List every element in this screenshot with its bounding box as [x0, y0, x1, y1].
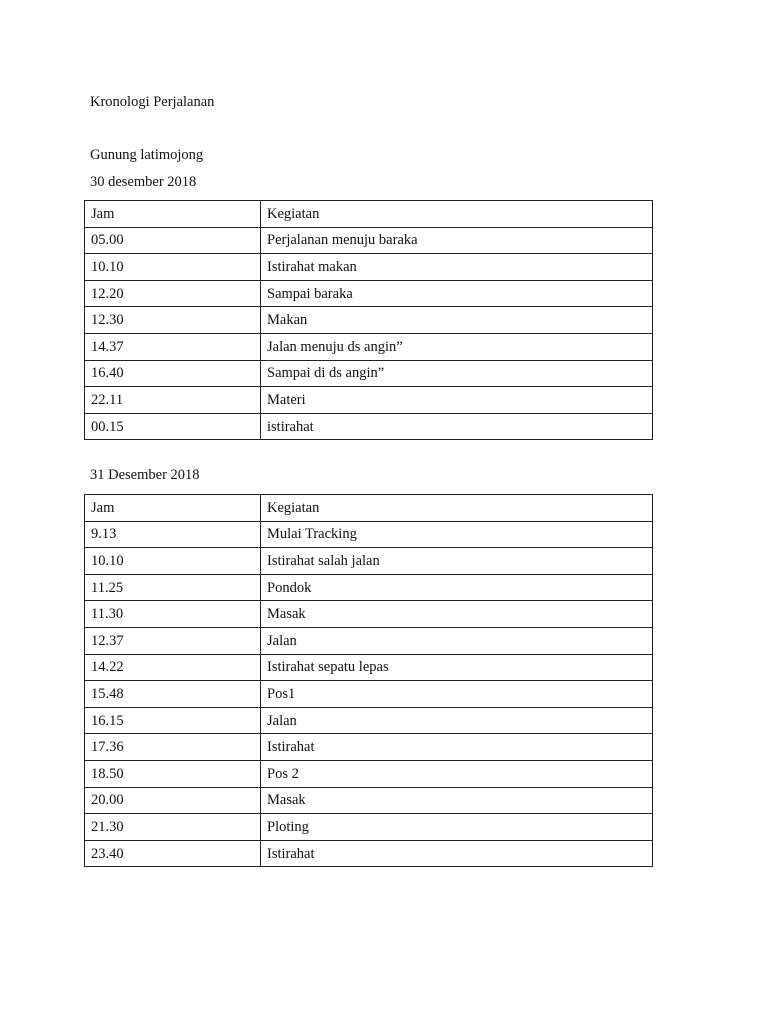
header-time: Jam — [85, 201, 261, 228]
time-cell: 21.30 — [85, 814, 261, 841]
document-title: Kronologi Perjalanan — [90, 94, 215, 110]
table-row — [85, 387, 653, 414]
time-cell: 14.37 — [85, 333, 261, 360]
activity-cell: Ploting — [261, 814, 653, 841]
table-row — [85, 360, 653, 387]
activity-cell: Pondok — [261, 574, 653, 601]
time-cell: 16.15 — [85, 707, 261, 734]
time-cell: 05.00 — [85, 227, 261, 254]
table-row — [85, 681, 653, 708]
header-activity: Kegiatan — [261, 201, 653, 228]
table-header-row — [85, 495, 653, 522]
activity-cell: Materi — [261, 387, 653, 414]
activity-cell: Masak — [261, 601, 653, 628]
time-cell: 22.11 — [85, 387, 261, 414]
table-row — [85, 601, 653, 628]
activity-cell: Istirahat makan — [261, 254, 653, 281]
activity-cell: Jalan — [261, 627, 653, 654]
table-row — [85, 280, 653, 307]
time-cell: 10.10 — [85, 254, 261, 281]
time-cell: 10.10 — [85, 548, 261, 575]
time-cell: 20.00 — [85, 787, 261, 814]
activity-cell: Istirahat — [261, 840, 653, 867]
time-cell: 12.20 — [85, 280, 261, 307]
schedule-table — [84, 494, 653, 867]
table-row — [85, 413, 653, 440]
schedule-table — [84, 200, 653, 440]
table-row — [85, 307, 653, 334]
table-row — [85, 574, 653, 601]
section-date: 30 desember 2018 — [90, 174, 197, 190]
table-row — [85, 707, 653, 734]
table-row — [85, 787, 653, 814]
time-cell: 17.36 — [85, 734, 261, 761]
time-cell: 23.40 — [85, 840, 261, 867]
activity-cell: Istirahat — [261, 734, 653, 761]
table-row — [85, 227, 653, 254]
activity-cell: istirahat — [261, 413, 653, 440]
time-cell: 12.37 — [85, 627, 261, 654]
time-cell: 14.22 — [85, 654, 261, 681]
time-cell: 12.30 — [85, 307, 261, 334]
table-row — [85, 521, 653, 548]
time-cell: 11.25 — [85, 574, 261, 601]
time-cell: 16.40 — [85, 360, 261, 387]
table-row — [85, 333, 653, 360]
activity-cell: Istirahat salah jalan — [261, 548, 653, 575]
activity-cell: Istirahat sepatu lepas — [261, 654, 653, 681]
table-row — [85, 814, 653, 841]
mountain-name: Gunung latimojong — [90, 147, 204, 163]
activity-cell: Pos1 — [261, 681, 653, 708]
table-header-row — [85, 201, 653, 228]
time-cell: 15.48 — [85, 681, 261, 708]
activity-cell: Masak — [261, 787, 653, 814]
time-cell: 9.13 — [85, 521, 261, 548]
header-activity: Kegiatan — [261, 495, 653, 522]
activity-cell: Pos 2 — [261, 760, 653, 787]
activity-cell: Makan — [261, 307, 653, 334]
table-row — [85, 654, 653, 681]
activity-cell: Sampai di ds angin” — [261, 360, 653, 387]
section-date: 31 Desember 2018 — [90, 467, 200, 483]
activity-cell: Jalan menuju ds angin” — [261, 333, 653, 360]
table-row — [85, 760, 653, 787]
table-row — [85, 840, 653, 867]
time-cell: 00.15 — [85, 413, 261, 440]
table-row — [85, 254, 653, 281]
activity-cell: Sampai baraka — [261, 280, 653, 307]
table-row — [85, 734, 653, 761]
activity-cell: Jalan — [261, 707, 653, 734]
activity-cell: Mulai Tracking — [261, 521, 653, 548]
activity-cell: Perjalanan menuju baraka — [261, 227, 653, 254]
header-time: Jam — [85, 495, 261, 522]
table-row — [85, 627, 653, 654]
time-cell: 11.30 — [85, 601, 261, 628]
time-cell: 18.50 — [85, 760, 261, 787]
table-row — [85, 548, 653, 575]
